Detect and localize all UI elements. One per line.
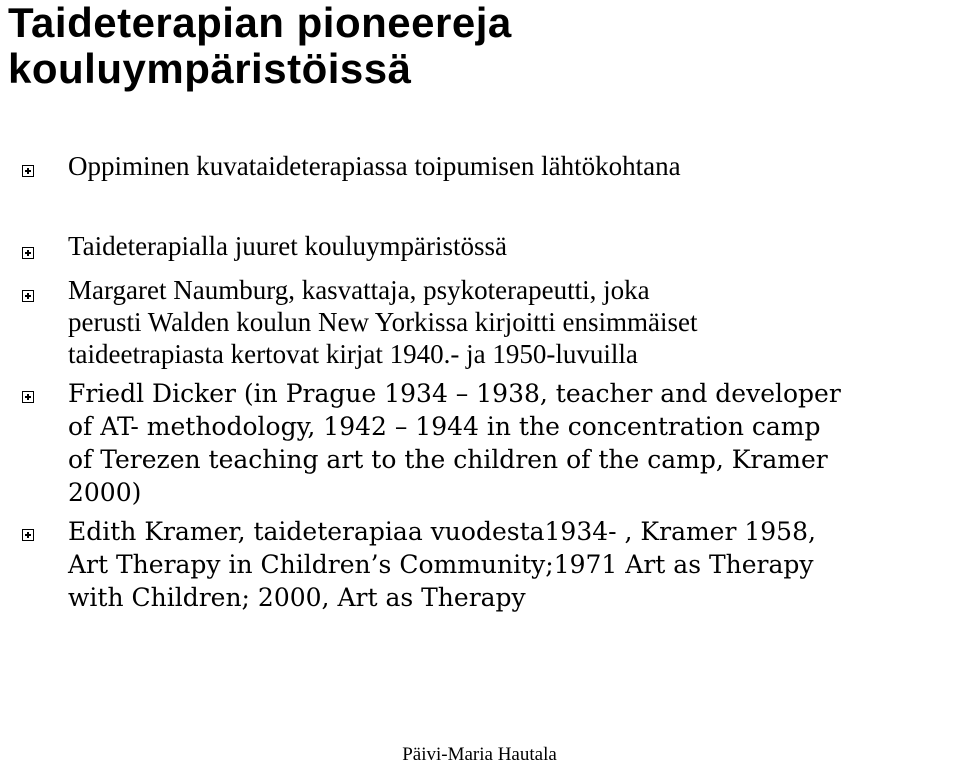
bullet-line: Oppiminen kuvataideterapiassa toipumisen lähtökohtana	[68, 151, 681, 181]
bullet-line: Taideterapialla juuret kouluympäristössä	[68, 231, 507, 261]
bullet-line: Friedl Dicker (in Prague 1934 – 1938, teacher and developer	[68, 379, 841, 408]
bullet-item-dicker	[68, 377, 956, 509]
bullet-line: 2000)	[68, 478, 142, 507]
bullet-line: Edith Kramer, taideterapiaa vuodesta1934- , Kramer 1958,	[68, 517, 816, 546]
bullet-item-kramer	[68, 515, 956, 614]
bullet-line: with Children; 2000, Art as Therapy	[68, 583, 526, 612]
square-plus-bullet-icon	[22, 391, 34, 403]
bullet-item-school-roots	[68, 230, 956, 262]
bullet-line: Art Therapy in Children’s Community;1971 Art as Therapy	[68, 550, 814, 579]
square-plus-bullet-icon	[22, 529, 34, 541]
slide-title	[8, 0, 948, 92]
bullet-line: of Terezen teaching art to the children of the camp, Kramer	[68, 445, 828, 474]
bullet-line: Margaret Naumburg, kasvattaja, psykoterapeutti, joka	[68, 275, 650, 305]
slide-footer-author: Päivi-Maria Hautala	[402, 744, 557, 765]
bullet-line: of AT- methodology, 1942 – 1944 in the concentration camp	[68, 412, 821, 441]
bullet-line: perusti Walden koulun New Yorkissa kirjoitti ensimmäiset	[68, 307, 698, 337]
bullet-line: taideetrapiasta kertovat kirjat 1940.- ja 1950-luvuilla	[68, 339, 638, 369]
square-plus-bullet-icon	[22, 247, 34, 259]
bullet-item-naumburg	[68, 274, 956, 370]
square-plus-bullet-icon	[22, 165, 34, 177]
bullet-item-learning	[68, 150, 956, 182]
slide-title-line-1: Taideterapian pioneereja	[8, 0, 512, 46]
square-plus-bullet-icon	[22, 290, 34, 302]
slide-title-line-2: kouluympäristöissä	[8, 45, 412, 92]
